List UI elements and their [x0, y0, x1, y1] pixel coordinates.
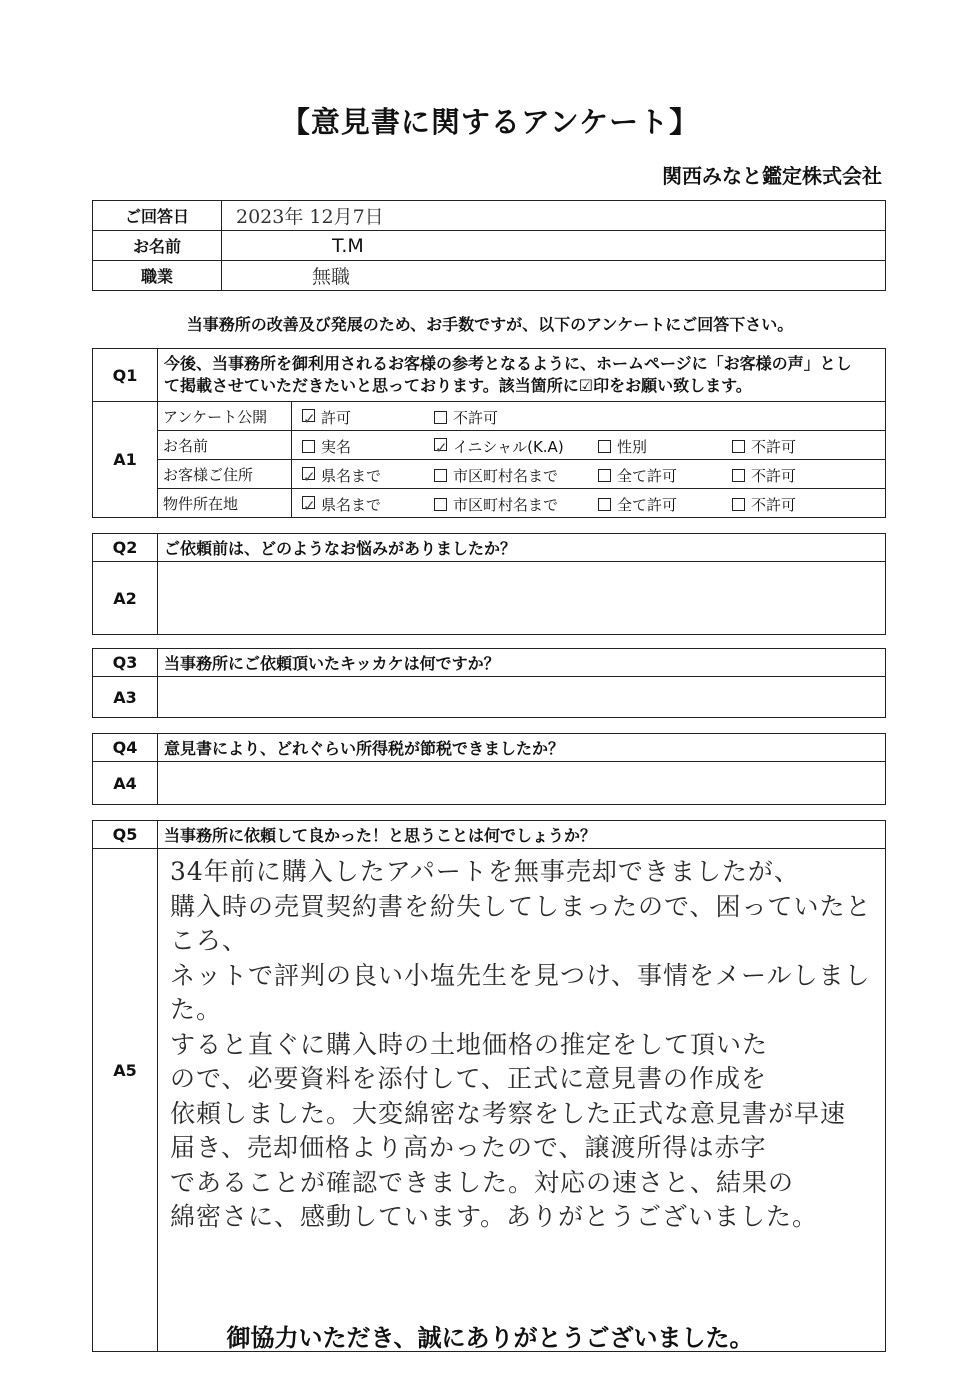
a1-key: A1 — [93, 402, 158, 518]
checkbox-icon — [598, 440, 611, 453]
a5-line: 綿密さに、感動しています。ありがとうございました。 — [170, 1202, 819, 1231]
a5-line: 依頼しました。大変綿密な考察をした正式な意見書が早速 — [170, 1098, 847, 1128]
a1-row-options — [292, 402, 886, 431]
q3-table — [92, 648, 886, 718]
checkbox-option[interactable]: 性別 — [598, 436, 647, 457]
q1-table — [92, 348, 886, 518]
q2-question: ご依頼前は、どのようなお悩みがありましたか？ — [158, 534, 886, 562]
a5-line: ので、必要資料を添付して、正式に意見書の作成を — [170, 1064, 768, 1093]
checkbox-option[interactable]: 不許可 — [434, 407, 498, 428]
checkbox-option[interactable]: 全て許可 — [598, 465, 677, 486]
checkbox-icon — [434, 411, 447, 424]
checkbox-icon — [732, 469, 745, 482]
checkbox-option[interactable]: 不許可 — [732, 436, 796, 457]
a5-handwritten-answer[interactable] — [158, 849, 886, 1352]
checkbox-option[interactable]: 市区町村名まで — [434, 494, 558, 515]
name-label: お名前 — [93, 231, 222, 261]
a3-key: A3 — [93, 677, 158, 718]
a3-answer-field[interactable] — [158, 677, 886, 718]
a5-line: であることが確認できました。対応の速さと、結果の — [170, 1167, 795, 1197]
q4-key: Q4 — [93, 734, 158, 762]
a5-key: A5 — [93, 849, 158, 1352]
date-label: ご回答日 — [93, 201, 222, 231]
q2-key: Q2 — [93, 534, 158, 562]
a1-row-label: 物件所在地 — [158, 489, 292, 518]
checkbox-icon — [302, 440, 315, 453]
name-value: T.M — [222, 231, 886, 261]
q5-question: 当事務所に依頼して良かった！と思うことは何でしょうか？ — [158, 821, 886, 849]
checkbox-checked-icon: ✓ — [303, 410, 316, 428]
job-value: 無職 — [222, 261, 886, 291]
a2-answer-field[interactable] — [158, 562, 886, 635]
a5-line: 届き、売却価格より高かったので、譲渡所得は赤字 — [170, 1133, 767, 1162]
q3-question: 当事務所にご依頼頂いたキッカケは何ですか？ — [158, 649, 886, 677]
q3-key: Q3 — [93, 649, 158, 677]
date-value: 2023年 12月7日 — [222, 201, 886, 231]
checkbox-option[interactable]: 実名 — [302, 436, 351, 457]
q4-question: 意見書により、どれぐらい所得税が節税できましたか？ — [158, 734, 886, 762]
q5-table — [92, 820, 886, 1352]
a1-row-label: アンケート公開 — [158, 402, 292, 431]
checkbox-option[interactable]: ✓ 許可 — [303, 409, 352, 428]
page-title: 【意見書に関するアンケート】 — [280, 105, 700, 139]
checkbox-icon — [598, 469, 611, 482]
q1-question-line2: て掲載させていただきたいと思っております。該当箇所に☑印をお願い致します。 — [164, 376, 752, 395]
checkbox-checked-icon: ✓ — [303, 497, 316, 515]
checkbox-option[interactable]: 不許可 — [732, 494, 796, 515]
a1-row-options — [292, 460, 886, 489]
a1-row-options — [292, 431, 886, 460]
q5-key: Q5 — [93, 821, 158, 849]
a4-answer-field[interactable] — [158, 762, 886, 805]
checkbox-icon — [434, 469, 447, 482]
a5-line: 購入時の売買契約書を紛失してしまったので、困っていたところ、 — [170, 891, 872, 955]
a4-key: A4 — [93, 762, 158, 805]
a1-row-options — [292, 489, 886, 518]
a2-key: A2 — [93, 562, 158, 635]
checkbox-option[interactable]: ✓ 県名まで — [303, 467, 382, 486]
respondent-info-table — [92, 200, 886, 291]
checkbox-checked-icon: ✓ — [435, 439, 448, 457]
checkbox-icon — [434, 498, 447, 511]
job-label: 職業 — [93, 261, 222, 291]
a5-line: 34年前に購入したアパートを無事売却できましたが、 — [170, 857, 800, 886]
checkbox-option[interactable]: 全て許可 — [598, 494, 677, 515]
checkbox-option[interactable]: ✓ イニシャル(K.A) — [435, 438, 564, 457]
a1-row-label: お名前 — [158, 431, 292, 460]
q4-table — [92, 733, 886, 805]
checkbox-checked-icon: ✓ — [303, 468, 316, 486]
checkbox-icon — [598, 498, 611, 511]
checkbox-icon — [732, 440, 745, 453]
checkbox-option[interactable]: ✓ 県名まで — [303, 496, 382, 515]
checkbox-option[interactable]: 市区町村名まで — [434, 465, 558, 486]
checkbox-option[interactable]: 不許可 — [732, 465, 796, 486]
closing-thanks: 御協力いただき、誠にありがとうございました。 — [226, 1324, 754, 1352]
company-name: 関西みなと鑑定株式会社 — [662, 164, 882, 188]
checkbox-icon — [732, 498, 745, 511]
q1-key: Q1 — [93, 349, 158, 402]
intro-text: 当事務所の改善及び発展のため、お手数ですが、以下のアンケートにご回答下さい。 — [186, 315, 794, 334]
q2-table — [92, 533, 886, 635]
a5-line: すると直ぐに購入時の土地価格の推定をして頂いた — [170, 1029, 769, 1059]
a5-line: ネットで評判の良い小塩先生を見つけ、事情をメールしました。 — [170, 960, 871, 1024]
a1-row-label: お客様ご住所 — [158, 460, 292, 489]
q1-question — [158, 349, 886, 402]
q1-question-line1: 今後、当事務所を御利用されるお客様の参考となるように、ホームページに「お客様の声」とし — [164, 354, 852, 373]
